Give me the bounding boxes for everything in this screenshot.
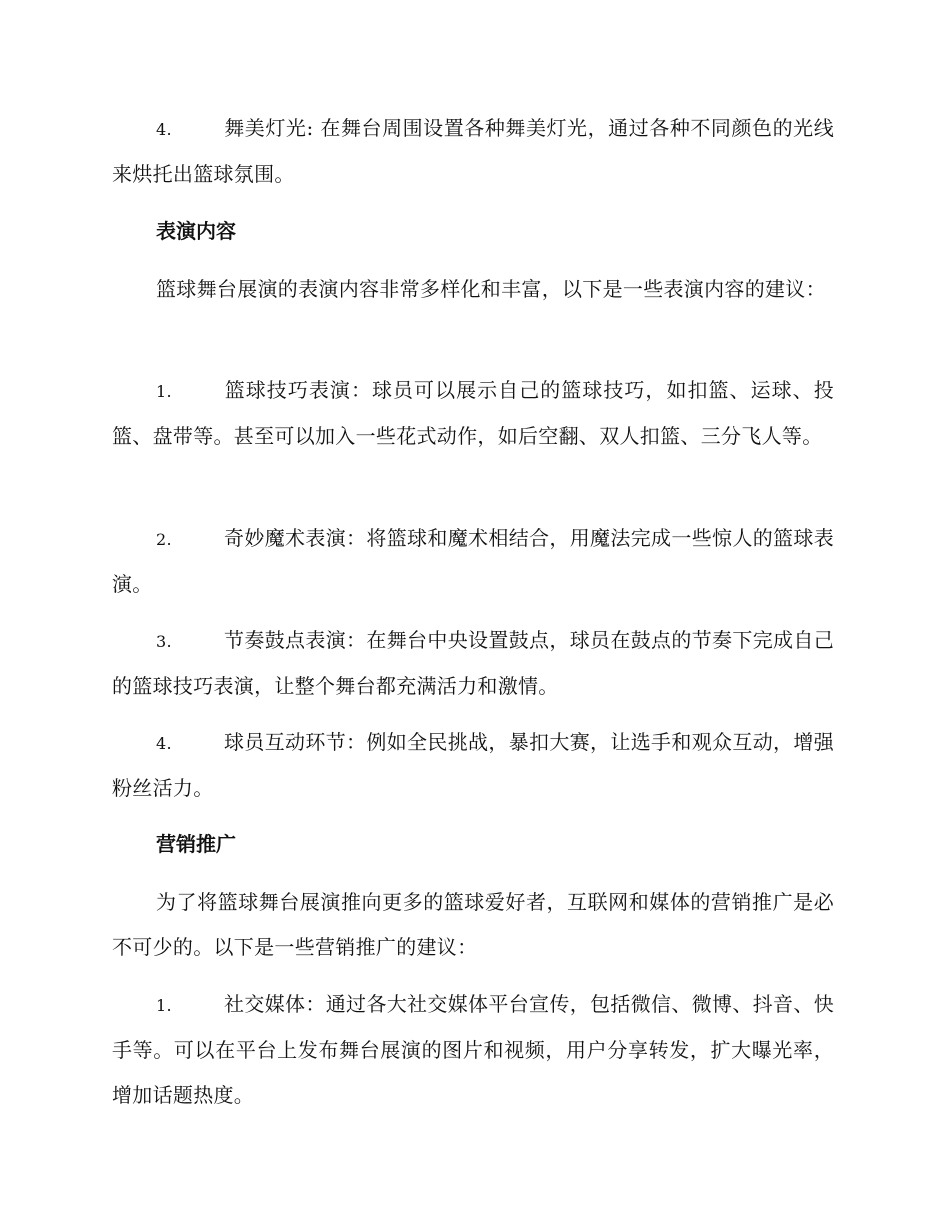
list-item xyxy=(112,618,834,709)
list-item xyxy=(112,516,834,607)
list-number: 3. xyxy=(156,632,172,651)
section-heading: 表演内容 xyxy=(156,219,236,243)
list-number: 4. xyxy=(156,120,172,139)
list-number: 4. xyxy=(156,734,172,753)
list-item xyxy=(112,106,834,197)
list-text: 奇妙魔术表演：将篮球和魔术相结合，用魔法完成一些惊人的篮球表演。 xyxy=(112,526,834,596)
list-number: 1. xyxy=(156,382,172,401)
list-number: 1. xyxy=(156,996,172,1015)
list-text: 节奏鼓点表演：在舞台中央设置鼓点，球员在鼓点的节奏下完成自己的篮球技巧表演，让整个舞台都充满活力和激情。 xyxy=(112,628,834,698)
paragraph: 篮球舞台展演的表演内容非常多样化和丰富，以下是一些表演内容的建议： xyxy=(156,277,826,301)
list-item xyxy=(112,368,834,459)
list-text: 舞美灯光: 在舞台周围设置各种舞美灯光，通过各种不同颜色的光线来烘托出篮球氛围。 xyxy=(112,116,834,186)
list-item xyxy=(112,982,834,1118)
list-item xyxy=(112,720,834,811)
list-text: 社交媒体：通过各大社交媒体平台宣传，包括微信、微博、抖音、快手等。可以在平台上发布舞台展演的图片和视频，用户分享转发，扩大曝光率，增加话题热度。 xyxy=(112,992,834,1107)
paragraph: 为了将篮球舞台展演推向更多的篮球爱好者，互联网和媒体的营销推广是必不可少的。以下是一些营销推广的建议： xyxy=(112,890,834,959)
list-text: 篮球技巧表演：球员可以展示自己的篮球技巧，如扣篮、运球、投篮、盘带等。甚至可以加入一些花式动作，如后空翻、双人扣篮、三分飞人等。 xyxy=(112,378,834,448)
list-text: 球员互动环节：例如全民挑战，暴扣大赛，让选手和观众互动，增强粉丝活力。 xyxy=(112,730,834,800)
list-number: 2. xyxy=(156,530,172,549)
section-heading: 营销推广 xyxy=(156,832,236,856)
